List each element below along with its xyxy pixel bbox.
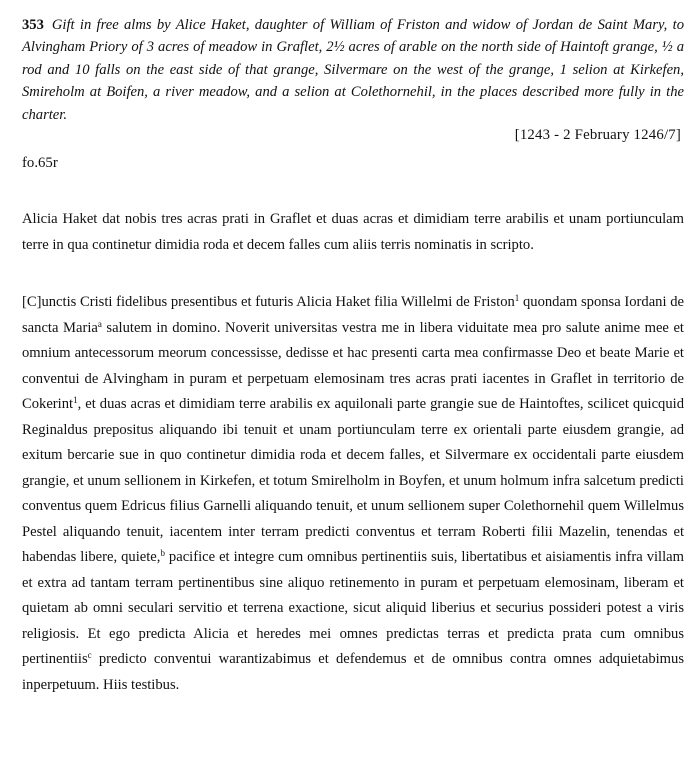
latin-abstract: Alicia Haket dat nobis tres acras prati in Graflet et duas acras et dimidiam terre arabilis et unam portiunculam terre in qua continetur dimidia roda et decem falles cum aliis terris nominatis in scripto. <box>22 211 684 253</box>
charter-segment: salutem in domino. Noverit universitas vestra me in libera viduitate mea pro salute anime mee et omnium antecessorum meorum concessisse, dedisse et hac presenti carta mea confirmasse Deo et beate Marie et conventui de Alvingham in puram et perpetuam elemosinam tres acras prati iacentes in Graflet in territorio de Cokerint <box>22 319 684 412</box>
footnote-marker: 1 <box>514 293 520 303</box>
charter-segment: , et duas acras et dimidiam terre arabilis ex aquilonali parte grangie sue de Haintoftes, scilicet quicquid Reginaldus prepositus aliquando ibi tenuit et unam portiunculam terre ex orientali parte eiusdem grangie, ad exitum bercarie sue in quo continetur dimidia roda et decem falles, et Silvermare ex occidentali parte eiusdem grangie, et unum sellionem in Kirkefen, et totum Smirelholm in Boyfen, et unum holmum infra salcetum predicti conventus quem Edricus filius Garnelli aliquando tenuit, et unum sellionem super Colethornehil quem Willelmus Pestel aliquando tenuit, iacentem inter terram predicti conventus et terram Roberti filii Mazelin, tenendas et habendas libere, quiete, <box>22 396 684 565</box>
folio-reference: fo.65r <box>22 155 58 171</box>
footnote-marker: c <box>87 650 92 660</box>
charter-segment: [C]unctis Cristi fidelibus presentibus et futuris Alicia Haket filia Willelmi de Friston <box>22 294 515 310</box>
charter-date: [1243 - 2 February 1246/7] <box>514 127 681 143</box>
charter-text <box>22 290 684 698</box>
entry-number: 353 <box>22 17 44 33</box>
footnote-marker: 1 <box>73 395 78 405</box>
summary-text: Gift in free alms by Alice Haket, daughter of William of Friston and widow of Jordan de Saint Mary, to Alvingham Priory of 3 acres of meadow in Graflet, 2½ acres of arable on the north side of Haintoft grange, ½ a rod and 10 falls on the east side of that grange, Silvermare on the west of the grange, 1 selion at Kirkefen, Smireholm at Boifen, a river meadow, and a selion at Colethornehil, in the places described more fully in the charter. <box>22 17 684 123</box>
footnote-marker: a <box>97 318 102 329</box>
charter-segment: quondam sponsa Iordani de sancta Maria <box>22 294 684 336</box>
footnote-marker: b <box>160 548 165 558</box>
entry-summary <box>22 14 684 126</box>
charter-segment: pacifice et integre cum omnibus pertinentiis suis, libertatibus et aisiamentis infra villam et extra ad tantam terram pertinentibus sine aliquo retinemento in puram et perpetuam elemosinam, liberam et quietam ab omni seculari servitio et terrena exactione, sicut aliquid liberius et securius possideri potest a viris religiosis. Et ego predicta Alicia et heredes mei omnes predictas terras et predicta prata cum omnibus pertinentiis <box>22 549 684 667</box>
charter-segment: predicto conventui warantizabimus et defendemus et de omnibus contra omnes adquietabimus inperpetuum. Hiis testibus. <box>22 651 684 693</box>
